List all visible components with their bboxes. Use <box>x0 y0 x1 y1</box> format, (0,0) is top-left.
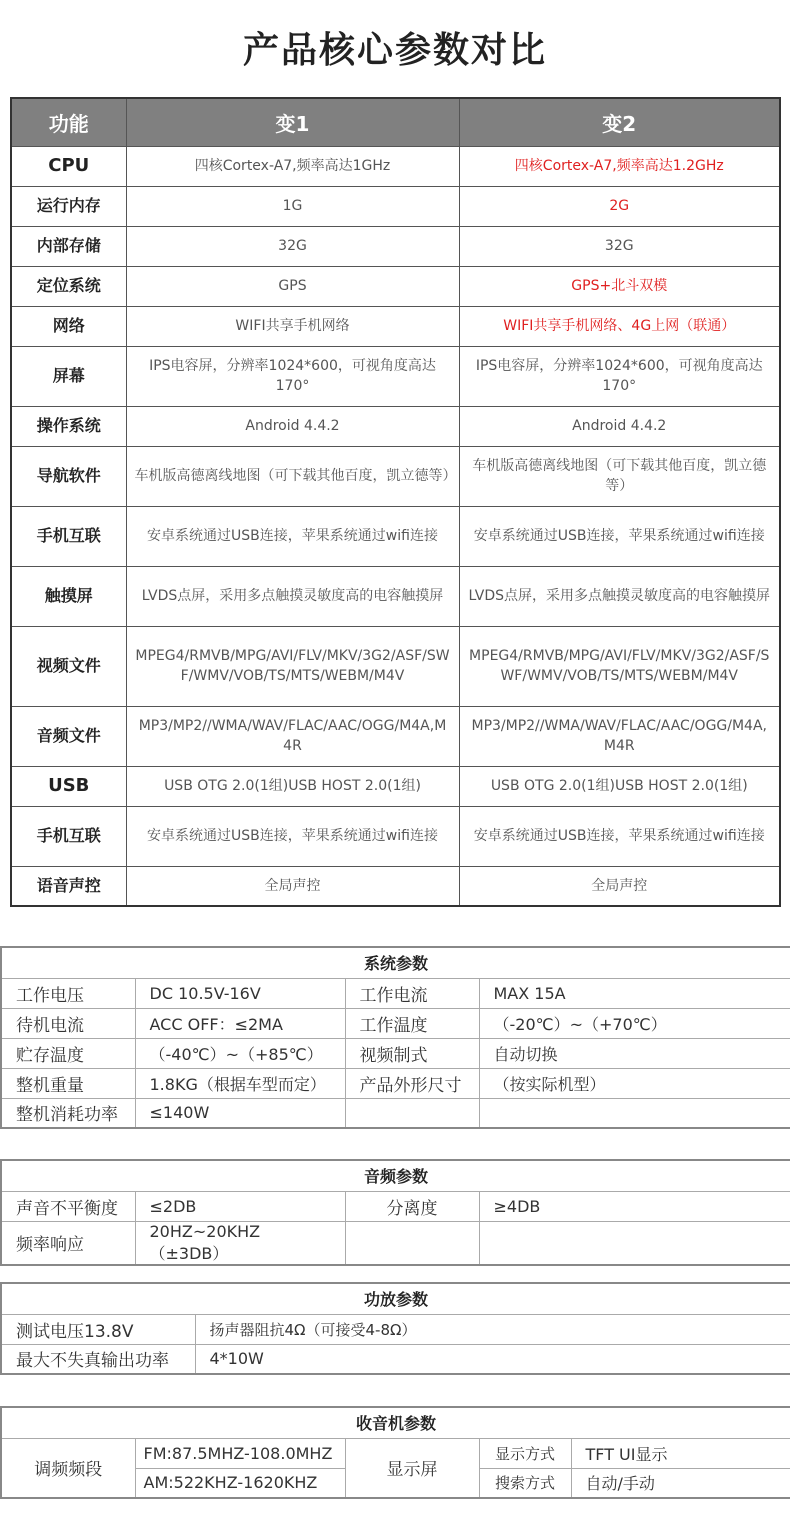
row-label: 内部存储 <box>11 226 126 266</box>
variant-1-value: MP3/MP2//WMA/WAV/FLAC/AAC/OGG/M4A,M4R <box>126 706 459 766</box>
variant-1-value: 1G <box>126 186 459 226</box>
table-row <box>1 1098 790 1128</box>
table-row <box>1 1221 790 1265</box>
param-label <box>345 1098 479 1128</box>
variant-2-value: 安卓系统通过USB连接，苹果系统通过wifi连接 <box>459 806 780 866</box>
variant-2-value: USB OTG 2.0(1组)USB HOST 2.0(1组) <box>459 766 780 806</box>
variant-1-value: 安卓系统通过USB连接，苹果系统通过wifi连接 <box>126 806 459 866</box>
table-row <box>1 1068 790 1098</box>
table-row <box>11 186 780 226</box>
row-label: 触摸屏 <box>11 566 126 626</box>
variant-1-value: GPS <box>126 266 459 306</box>
display-mode-label: 显示方式 <box>479 1438 571 1468</box>
variant-2-value: GPS+北斗双模 <box>459 266 780 306</box>
param-value: ACC OFF：≤2MA <box>135 1008 345 1038</box>
variant-2-value: WIFI共享手机网络、4G上网（联通） <box>459 306 780 346</box>
variant-1-value: 四核Cortex-A7,频率高达1GHz <box>126 146 459 186</box>
fm-range: FM:87.5MHZ-108.0MHZ <box>135 1438 345 1468</box>
table-row <box>11 346 780 406</box>
row-label: 语音声控 <box>11 866 126 906</box>
variant-2-value: Android 4.4.2 <box>459 406 780 446</box>
param-label: 频率响应 <box>1 1221 135 1265</box>
param-label: 分离度 <box>345 1191 479 1221</box>
param-value: （按实际机型） <box>479 1068 790 1098</box>
param-value <box>479 1221 790 1265</box>
param-label: 最大不失真输出功率 <box>1 1344 195 1374</box>
row-label: 音频文件 <box>11 706 126 766</box>
variant-1-value: WIFI共享手机网络 <box>126 306 459 346</box>
display-mode-value: TFT UI显示 <box>571 1438 790 1468</box>
variant-1-value: 安卓系统通过USB连接，苹果系统通过wifi连接 <box>126 506 459 566</box>
section-title: 音频参数 <box>1 1160 790 1191</box>
variant-1-value: 车机版高德离线地图（可下载其他百度，凯立德等） <box>126 446 459 506</box>
page-title: 产品核心参数对比 <box>242 30 547 71</box>
variant-2-value: MPEG4/RMVB/MPG/AVI/FLV/MKV/3G2/ASF/SWF/WMV/VOB/TS/MTS/WEBM/M4V <box>459 626 780 706</box>
param-value: 扬声器阻抗4Ω（可接受4-8Ω） <box>195 1314 790 1344</box>
param-value: 4*10W <box>195 1344 790 1374</box>
variant-2-value: 全局声控 <box>459 866 780 906</box>
table-row <box>1 1438 790 1468</box>
param-value <box>479 1098 790 1128</box>
param-label: 产品外形尺寸 <box>345 1068 479 1098</box>
param-label: 工作电流 <box>345 978 479 1008</box>
table-row <box>1 1038 790 1068</box>
param-value: MAX 15A <box>479 978 790 1008</box>
param-label <box>345 1221 479 1265</box>
variant-2-value: IPS电容屏，分辨率1024*600，可视角度高达170° <box>459 346 780 406</box>
variant-1-value: USB OTG 2.0(1组)USB HOST 2.0(1组) <box>126 766 459 806</box>
table-row <box>11 806 780 866</box>
table-row <box>1 1314 790 1344</box>
variant-2-value: 安卓系统通过USB连接，苹果系统通过wifi连接 <box>459 506 780 566</box>
row-label: CPU <box>11 146 126 186</box>
variant-1-value: IPS电容屏，分辨率1024*600，可视角度高达170° <box>126 346 459 406</box>
header-variant-2: 变2 <box>459 98 780 146</box>
radio-params-table <box>0 1406 790 1499</box>
table-row <box>11 266 780 306</box>
search-mode-label: 搜索方式 <box>479 1468 571 1498</box>
param-label: 工作电压 <box>1 978 135 1008</box>
search-mode-value: 自动/手动 <box>571 1468 790 1498</box>
variant-2-value: 32G <box>459 226 780 266</box>
band-label: 调频频段 <box>1 1438 135 1498</box>
param-value: 自动切换 <box>479 1038 790 1068</box>
table-row <box>1 1191 790 1221</box>
row-label: 视频文件 <box>11 626 126 706</box>
screen-label: 显示屏 <box>345 1438 479 1498</box>
row-label: 手机互联 <box>11 806 126 866</box>
param-value: DC 10.5V-16V <box>135 978 345 1008</box>
table-row <box>1 1008 790 1038</box>
variant-2-value: LVDS点屏，采用多点触摸灵敏度高的电容触摸屏 <box>459 566 780 626</box>
header-variant-1: 变1 <box>126 98 459 146</box>
param-label: 测试电压13.8V <box>1 1314 195 1344</box>
variant-1-value: Android 4.4.2 <box>126 406 459 446</box>
row-label: 屏幕 <box>11 346 126 406</box>
variant-1-value: LVDS点屏，采用多点触摸灵敏度高的电容触摸屏 <box>126 566 459 626</box>
param-label: 整机消耗功率 <box>1 1098 135 1128</box>
row-label: 运行内存 <box>11 186 126 226</box>
table-row <box>11 226 780 266</box>
row-label: 操作系统 <box>11 406 126 446</box>
comparison-table <box>10 97 781 907</box>
table-row <box>11 306 780 346</box>
system-params-table <box>0 946 790 1129</box>
table-row <box>11 766 780 806</box>
comparison-header-row <box>11 98 780 146</box>
am-range: AM:522KHZ-1620KHZ <box>135 1468 345 1498</box>
param-value: ≥4DB <box>479 1191 790 1221</box>
variant-2-value: MP3/MP2//WMA/WAV/FLAC/AAC/OGG/M4A,M4R <box>459 706 780 766</box>
row-label: 导航软件 <box>11 446 126 506</box>
variant-1-value: 全局声控 <box>126 866 459 906</box>
variant-1-value: MPEG4/RMVB/MPG/AVI/FLV/MKV/3G2/ASF/SWF/WMV/VOB/TS/MTS/WEBM/M4V <box>126 626 459 706</box>
param-label: 工作温度 <box>345 1008 479 1038</box>
variant-1-value: 32G <box>126 226 459 266</box>
variant-2-value: 车机版高德离线地图（可下载其他百度，凯立德等） <box>459 446 780 506</box>
param-value: 20HZ~20KHZ（±3DB） <box>135 1221 345 1265</box>
param-value: ≤2DB <box>135 1191 345 1221</box>
table-row <box>11 446 780 506</box>
header-function: 功能 <box>11 98 126 146</box>
table-row <box>11 506 780 566</box>
table-row <box>11 406 780 446</box>
param-value: （-20℃）~（+70℃） <box>479 1008 790 1038</box>
variant-2-value: 四核Cortex-A7,频率高达1.2GHz <box>459 146 780 186</box>
row-label: USB <box>11 766 126 806</box>
table-row <box>11 566 780 626</box>
param-label: 贮存温度 <box>1 1038 135 1068</box>
amp-params-table <box>0 1282 790 1375</box>
section-title: 功放参数 <box>1 1283 790 1314</box>
table-row <box>11 866 780 906</box>
table-row <box>11 146 780 186</box>
param-value: （-40℃）~（+85℃） <box>135 1038 345 1068</box>
row-label: 手机互联 <box>11 506 126 566</box>
table-row <box>11 626 780 706</box>
param-label: 声音不平衡度 <box>1 1191 135 1221</box>
table-row <box>11 706 780 766</box>
table-row <box>1 978 790 1008</box>
section-title: 收音机参数 <box>1 1407 790 1438</box>
param-label: 待机电流 <box>1 1008 135 1038</box>
audio-params-table <box>0 1159 790 1266</box>
param-value: ≤140W <box>135 1098 345 1128</box>
row-label: 定位系统 <box>11 266 126 306</box>
row-label: 网络 <box>11 306 126 346</box>
variant-2-value: 2G <box>459 186 780 226</box>
param-value: 1.8KG（根据车型而定） <box>135 1068 345 1098</box>
section-title: 系统参数 <box>1 947 790 978</box>
table-row <box>1 1344 790 1374</box>
param-label: 整机重量 <box>1 1068 135 1098</box>
param-label: 视频制式 <box>345 1038 479 1068</box>
